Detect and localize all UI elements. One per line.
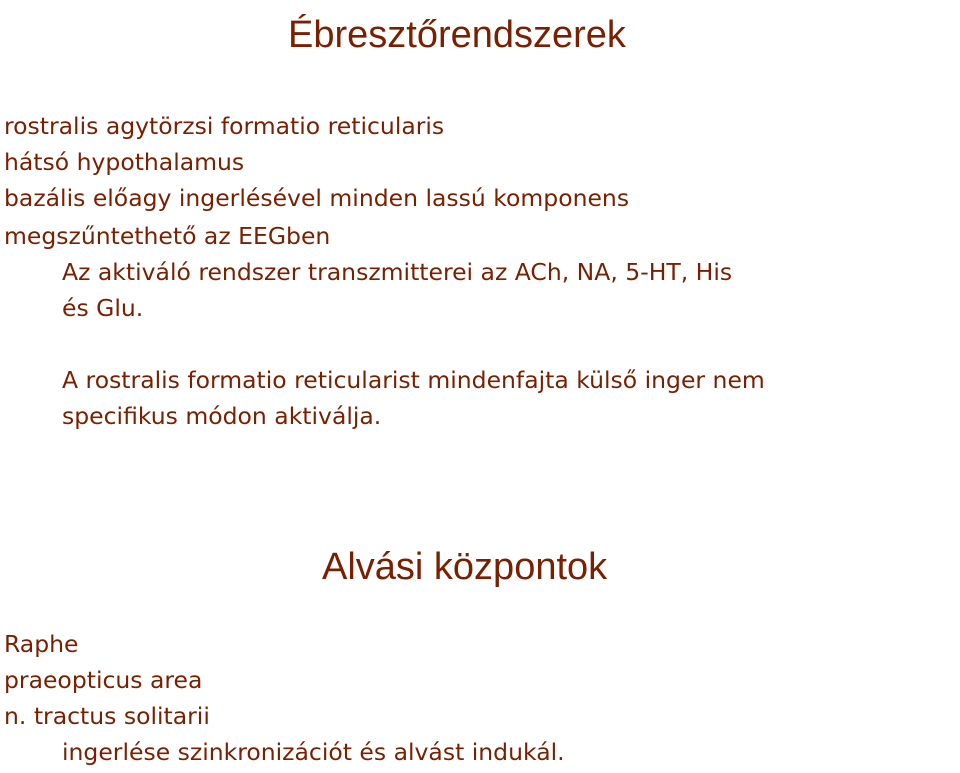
text-line: praeopticus area: [4, 666, 203, 694]
text-line: bazális előagy ingerlésével minden lassú komponens: [4, 184, 630, 212]
text-line: A rostralis formatio reticularist mindenfajta külső inger nem: [62, 366, 765, 394]
text-line: specifikus módon aktiválja.: [62, 402, 382, 430]
text-line: megszűntethető az EEGben: [4, 222, 331, 250]
text-line: hátsó hypothalamus: [4, 148, 245, 176]
text-line: Raphe: [4, 630, 79, 658]
text-line: n. tractus solitarii: [4, 702, 210, 730]
text-line: rostralis agytörzsi formatio reticularis: [4, 112, 445, 140]
page-title: Ébresztőrendszerek: [288, 14, 626, 56]
text-line: és Glu.: [62, 294, 144, 322]
text-line: ingerlése szinkronizációt és alvást indukál.: [62, 738, 565, 766]
text-line: Az aktiváló rendszer transzmitterei az ACh, NA, 5-HT, His: [62, 258, 733, 286]
section-title: Alvási központok: [322, 546, 608, 588]
